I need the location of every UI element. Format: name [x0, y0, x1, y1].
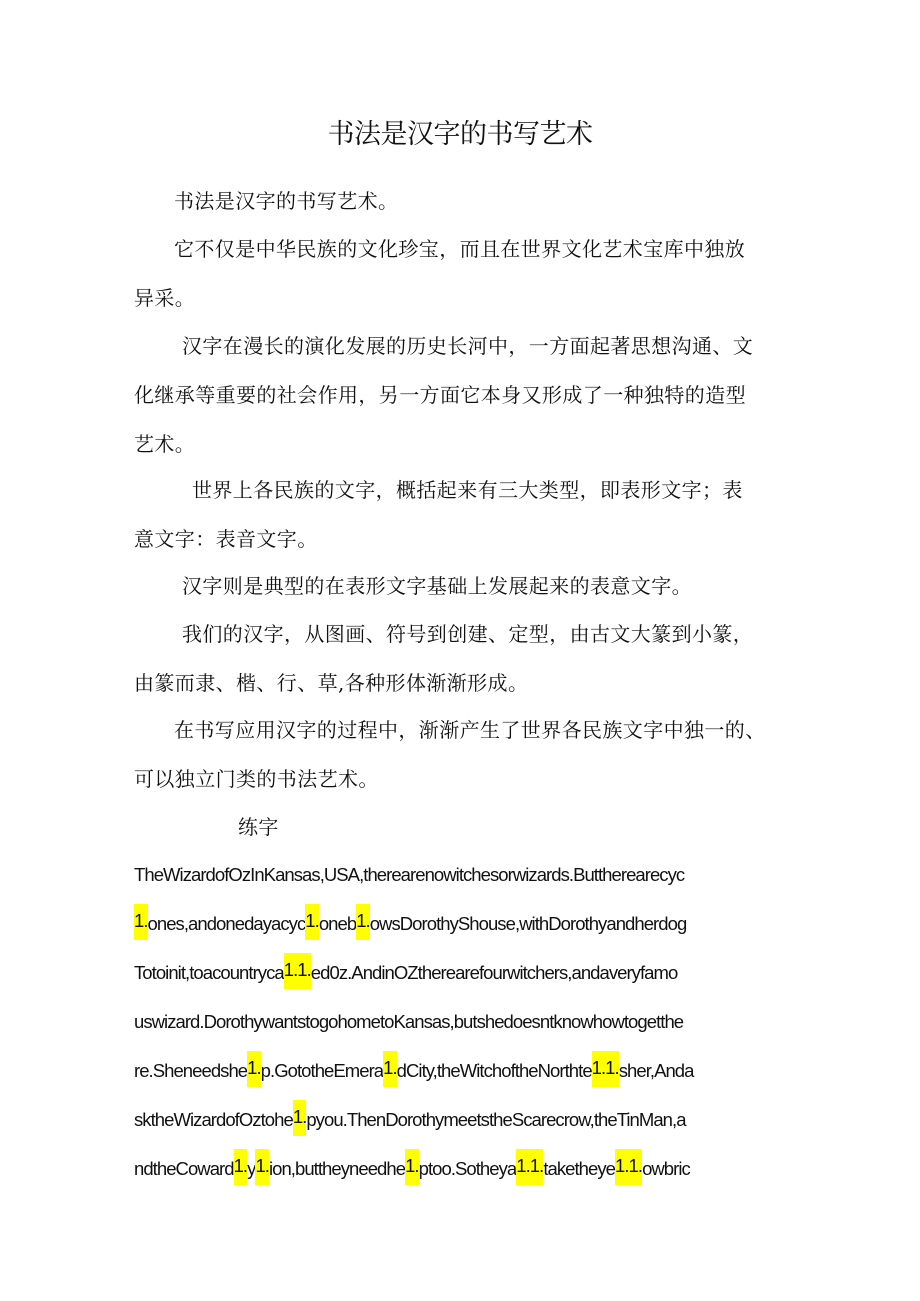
document-title: 书法是汉字的书写艺术: [327, 119, 593, 150]
text-segment: owsDorothyShouse,withDorothyandherdog: [369, 913, 687, 934]
highlighted-text: 1.1.: [516, 1149, 543, 1185]
highlighted-text: 1.: [247, 1051, 261, 1087]
highlighted-text: 1.1.: [284, 953, 311, 989]
highlighted-text: 1.: [383, 1051, 397, 1087]
text-segment: ndtheCoward: [134, 1158, 234, 1179]
paragraph-line: 我们的汉字，从图画、符号到创建、定型，由古文大篆到小篆，: [182, 622, 754, 646]
english-line: [134, 899, 794, 948]
text-segment: dCity,theWitchoftheNorthte: [396, 1060, 592, 1081]
english-line: [134, 948, 794, 997]
text-segment: taketheye: [543, 1158, 615, 1179]
highlighted-text: 1.: [356, 904, 370, 940]
paragraph-4: [134, 466, 794, 564]
paragraph-line: 练字: [238, 815, 279, 839]
text-segment: sher,Anda: [618, 1060, 694, 1081]
text-segment: sktheWizardofOztohe: [134, 1109, 293, 1130]
paragraph-3: [134, 322, 794, 469]
paragraph-line: 汉字在漫长的演化发展的历史长河中，一方面起著思想沟通、文: [182, 334, 754, 358]
paragraph-line: 异采。: [134, 286, 196, 310]
text-segment: owbric: [642, 1158, 690, 1179]
english-text-block: [134, 850, 794, 1193]
text-segment: TheWizardofOzInKansas,USA,therearenowitchesorwizards.Buttherearecyc: [134, 864, 685, 885]
english-line: [134, 1046, 794, 1095]
paragraph-line: 汉字则是典型的在表形文字基础上发展起来的表意文字。: [182, 574, 692, 598]
paragraph-line: 意文字：表音文字。: [134, 527, 318, 551]
highlighted-text: 1.: [234, 1149, 248, 1185]
text-segment: pyou.ThenDorothymeetstheScarecrow,theTinMan,a: [306, 1109, 686, 1130]
paragraph-line: 艺术。: [134, 432, 196, 456]
paragraph-8: [134, 803, 794, 852]
text-segment: oneb: [318, 913, 357, 934]
english-line: [134, 1144, 794, 1193]
text-segment: p.GototheEmera: [260, 1060, 384, 1081]
highlighted-text: 1.1.: [615, 1149, 642, 1185]
text-segment: ones,andonedayacyc: [147, 913, 306, 934]
highlighted-text: 1.: [405, 1149, 419, 1185]
paragraph-line: 可以独立门类的书法艺术。: [134, 767, 379, 791]
text-segment: uswizard.DorothywantstogohometoKansas,butshedoesntknowhowtogetthe: [134, 1011, 684, 1032]
paragraph-line: 由篆而隶、楷、行、草,各种形体渐渐形成。: [134, 671, 529, 695]
highlighted-text: 1.: [255, 1149, 269, 1185]
text-segment: Totoinit,toacountryca: [134, 962, 284, 983]
text-segment: y: [247, 1158, 256, 1179]
english-line: [134, 997, 794, 1046]
highlighted-text: 1.1.: [592, 1051, 619, 1087]
highlighted-text: 1.: [293, 1100, 307, 1136]
text-segment: ed0z.AndinOZtherearefourwitchers,andaveryfamo: [310, 962, 678, 983]
paragraph-7: [134, 706, 794, 804]
paragraph-6: [134, 610, 794, 708]
english-line: [134, 850, 794, 899]
paragraph-1: [134, 177, 794, 226]
paragraph-line: 书法是汉字的书写艺术。: [174, 189, 399, 213]
paragraph-line: 在书写应用汉字的过程中，渐渐产生了世界各民族文字中独一的、: [174, 718, 766, 742]
text-segment: ion,buttheyneedhe: [268, 1158, 406, 1179]
text-segment: re.Sheneedshe: [134, 1060, 248, 1081]
highlighted-text: 1.: [305, 904, 319, 940]
paragraph-line: 化继承等重要的社会作用，另一方面它本身又形成了一种独特的造型: [134, 383, 746, 407]
english-line: [134, 1095, 794, 1144]
paragraph-2: [134, 225, 794, 323]
paragraph-line: 它不仅是中华民族的文化珍宝，而且在世界文化艺术宝库中独放: [174, 237, 746, 261]
paragraph-line: 世界上各民族的文字，概括起来有三大类型，即表形文字；表: [192, 478, 743, 502]
highlighted-text: 1.: [134, 904, 148, 940]
paragraph-5: [134, 562, 794, 611]
text-segment: ptoo.Sotheya: [418, 1158, 517, 1179]
